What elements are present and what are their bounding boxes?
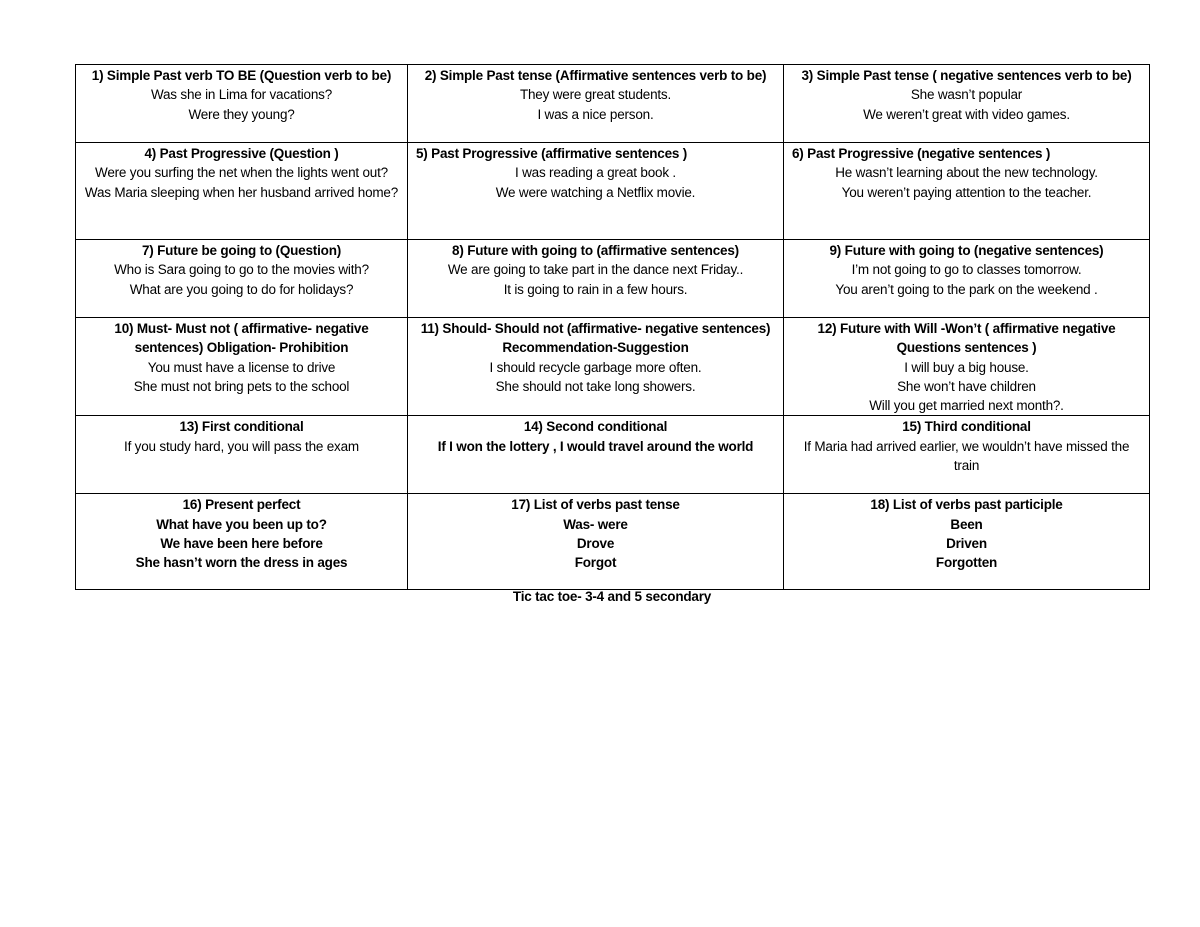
grid-row-5 [76, 416, 1150, 494]
cell-title: 12) Future with Will -Won’t ( affirmative negative Questions sentences ) [817, 321, 1116, 356]
cell-line: Was she in Lima for vacations? [150, 87, 333, 103]
cell-title: 2) Simple Past tense (Affirmative sentences verb to be) [424, 68, 767, 83]
grid-cell [408, 240, 784, 318]
grid-cell [784, 416, 1150, 494]
grid-row-4 [76, 318, 1150, 416]
cell-title: 15) Third conditional [902, 419, 1031, 435]
tic-tac-toe-grid [75, 64, 1150, 590]
footer-caption: Tic tac toe- 3-4 and 5 secondary [512, 589, 712, 604]
grid-cell [408, 143, 784, 240]
grid-cell [784, 240, 1150, 318]
grid-cell [784, 65, 1150, 143]
cell-line: I was a nice person. [537, 106, 654, 122]
grid-cell [408, 416, 784, 494]
cell-line: Driven [946, 536, 987, 552]
cell-line: Was Maria sleeping when her husband arrived home? [84, 184, 399, 200]
cell-line: Been [950, 516, 983, 532]
cell-line: She should not take long showers. [495, 378, 696, 394]
cell-line: It is going to rain in a few hours. [503, 281, 688, 297]
cell-title: 18) List of verbs past participle [870, 497, 1063, 513]
cell-line: If you study hard, you will pass the exam [124, 438, 359, 454]
grid-cell [784, 494, 1150, 590]
cell-line: They were great students. [519, 87, 672, 103]
cell-line: If I won the lottery , I would travel around the world [437, 438, 754, 454]
cell-title: 16) Present perfect [182, 497, 301, 513]
cell-line: Drove [576, 536, 615, 552]
grid-cell [408, 318, 784, 416]
cell-line: I will buy a big house. [904, 359, 1029, 375]
grid-row-2 [76, 143, 1150, 240]
grid-cell [76, 318, 408, 416]
cell-title: 8) Future with going to (affirmative sentences) [452, 243, 739, 258]
cell-title: 3) Simple Past tense ( negative sentences verb to be) [801, 68, 1132, 83]
cell-line: She hasn’t worn the dress in ages [135, 555, 348, 571]
cell-line: We have been here before [160, 536, 323, 552]
cell-line: She won’t have children [897, 378, 1036, 394]
cell-title: 1) Simple Past verb TO BE (Question verb to be) [91, 68, 392, 83]
cell-line: Who is Sara going to go to the movies with? [114, 262, 369, 278]
grid-row-1 [76, 65, 1150, 143]
cell-line: I’m not going to go to classes tomorrow. [851, 262, 1082, 278]
cell-line: Forgot [574, 555, 617, 571]
grid-cell [76, 143, 408, 240]
cell-title: 13) First conditional [179, 419, 304, 435]
grid-row-6 [76, 494, 1150, 590]
cell-title: 11) Should- Should not (affirmative- negative sentences) Recommendation-Suggestion [420, 321, 771, 356]
cell-line: What have you been up to? [156, 516, 327, 532]
cell-title: 7) Future be going to (Question) [141, 243, 342, 258]
cell-title: 10) Must- Must not ( affirmative- negative sentences) Obligation- Prohibition [114, 321, 369, 356]
cell-line: He wasn’t learning about the new technology. [835, 165, 1098, 181]
grid-cell [784, 143, 1150, 240]
cell-line: Will you get married next month?. [869, 398, 1064, 414]
grid-cell [76, 416, 408, 494]
cell-line: I was reading a great book . [514, 165, 676, 181]
cell-line: You weren’t paying attention to the teacher. [841, 184, 1092, 200]
cell-line: You aren’t going to the park on the weekend . [835, 281, 1098, 297]
grid-cell [784, 318, 1150, 416]
grid-cell [408, 65, 784, 143]
cell-title: 14) Second conditional [523, 419, 668, 435]
cell-line: I should recycle garbage more often. [489, 359, 702, 375]
grid-cell [408, 494, 784, 590]
cell-title: 6) Past Progressive (negative sentences ) [792, 146, 1051, 161]
cell-line: Was- were [563, 516, 628, 532]
grid-row-3 [76, 240, 1150, 318]
cell-line: We are going to take part in the dance next Friday.. [447, 262, 744, 278]
cell-line: She wasn’t popular [910, 87, 1023, 103]
cell-title: 5) Past Progressive (affirmative sentences ) [416, 146, 688, 161]
cell-title: 9) Future with going to (negative sentences) [829, 243, 1104, 258]
cell-title: 4) Past Progressive (Question ) [144, 146, 339, 161]
cell-line: Were you surfing the net when the lights went out? [95, 165, 388, 181]
cell-line: Were they young? [188, 106, 295, 122]
cell-line: You must have a license to drive [147, 359, 336, 375]
cell-line: She must not bring pets to the school [133, 378, 350, 394]
cell-line: Forgotten [935, 555, 998, 571]
grid-cell [76, 494, 408, 590]
grid-cell [76, 240, 408, 318]
cell-line: We weren’t great with video games. [863, 106, 1070, 122]
cell-line: What are you going to do for holidays? [129, 281, 354, 297]
cell-line: If Maria had arrived earlier, we wouldn’t have missed the train [803, 438, 1130, 474]
grid-cell [76, 65, 408, 143]
cell-title: 17) List of verbs past tense [511, 497, 680, 513]
cell-line: We were watching a Netflix movie. [495, 184, 696, 200]
